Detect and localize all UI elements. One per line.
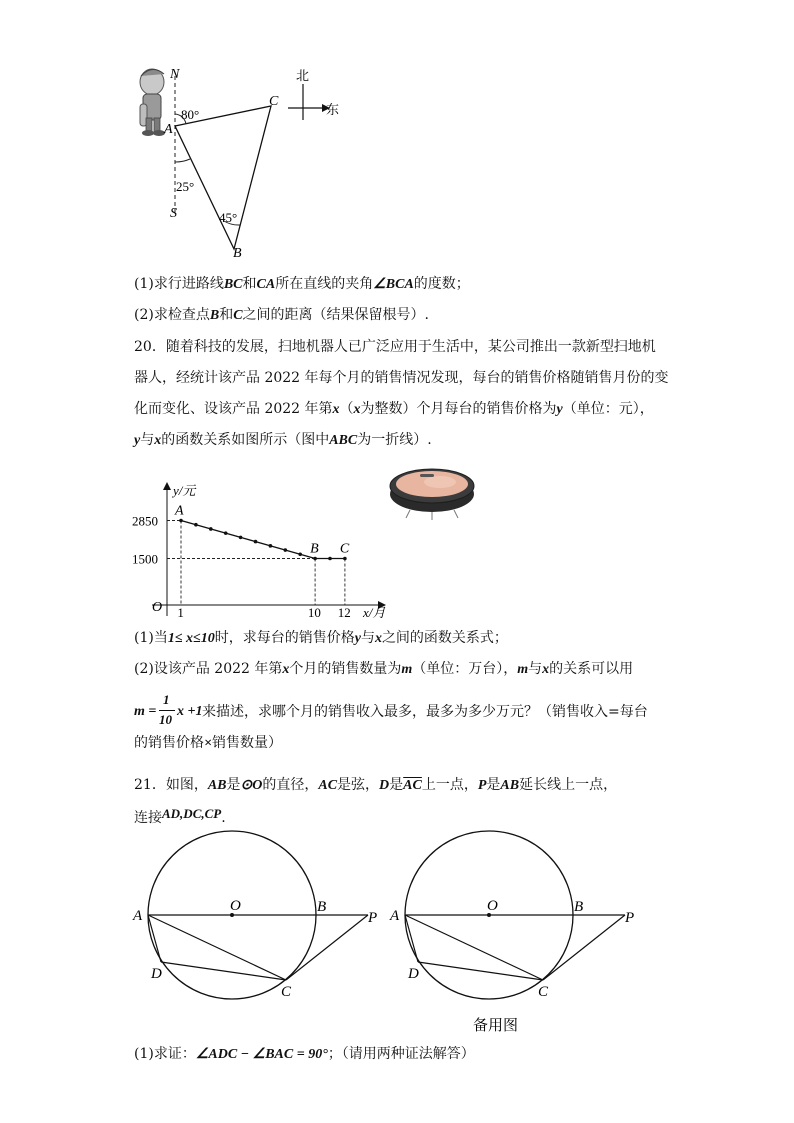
point-label-c: C xyxy=(339,541,350,557)
text: 之间的距离（结果保留根号）. xyxy=(242,307,429,323)
math-ab: AB xyxy=(207,778,227,793)
data-point-month-2 xyxy=(194,523,198,527)
series-segment xyxy=(181,521,315,559)
q20-line4 xyxy=(134,430,432,451)
text: 化而变化、设该产品 2022 年第 xyxy=(134,401,333,417)
label-o: O xyxy=(230,898,241,914)
text: 连接 xyxy=(134,810,162,826)
compass-east: 东 xyxy=(326,102,340,117)
math-ac: AC xyxy=(318,778,338,793)
label-b: B xyxy=(233,246,242,260)
text: 所在直线的夹角 xyxy=(275,276,374,292)
text: (1)求证： xyxy=(134,1046,196,1062)
circle-diagram-backup xyxy=(387,830,647,1035)
math-x: x xyxy=(332,402,340,417)
text: 个月的销售数量为 xyxy=(289,661,402,677)
label-n: N xyxy=(170,67,180,82)
data-point-month-7 xyxy=(269,544,273,548)
text: 上一点， xyxy=(421,777,478,793)
text: 时，求每台的销售价格 xyxy=(214,630,355,646)
text: 是 xyxy=(389,777,404,793)
text: ；（请用两种证法解答） xyxy=(327,1046,475,1062)
y-tick-label: 1500 xyxy=(132,551,158,567)
text: 是 xyxy=(486,777,501,793)
q20-part1 xyxy=(134,628,508,649)
math-angle-equation: ∠ADC − ∠BAC = 90° xyxy=(195,1047,328,1062)
robot-vacuum-image xyxy=(380,452,484,522)
text: 延长线上一点， xyxy=(519,777,618,793)
text: (2)设该产品 2022 年第 xyxy=(134,661,283,677)
label-c: C xyxy=(269,94,279,109)
data-point-month-3 xyxy=(209,527,213,531)
text: 的度数； xyxy=(413,276,470,292)
label-c: C xyxy=(281,984,292,1000)
angle-80: 80° xyxy=(181,107,200,122)
text: 21．如图， xyxy=(134,777,208,793)
text: 与 xyxy=(140,432,155,448)
label-p: P xyxy=(625,910,635,926)
formula-rhs: x +1 xyxy=(177,704,203,719)
q19-part2 xyxy=(134,305,429,326)
data-point-month-12 xyxy=(343,557,347,561)
math-y: y xyxy=(134,433,141,448)
math-m: m xyxy=(517,662,529,677)
y-axis-label: y/元 xyxy=(173,483,196,498)
backup-caption: 备用图 xyxy=(473,1018,519,1034)
q21-line2 xyxy=(134,808,226,828)
label-o: O xyxy=(487,898,498,914)
math-arc-ac: $\overline{AC}$ xyxy=(403,778,422,793)
q21-line1 xyxy=(134,775,617,796)
label-d: D xyxy=(408,966,419,982)
math-m: m xyxy=(401,662,413,677)
data-point-month-10 xyxy=(313,557,317,561)
math-segments: AD,DC,CP xyxy=(162,806,222,821)
q20-line2: 器人，经统计该产品 2022 年每个月的销售情况发现，每台的销售价格随销售月份的变 xyxy=(134,370,669,386)
text: 与 xyxy=(360,630,375,646)
math-bc: BC xyxy=(223,277,243,292)
text: . xyxy=(221,810,226,826)
text: 是弦， xyxy=(337,777,380,793)
child-illustration xyxy=(140,69,165,136)
math-ab: AB xyxy=(500,778,520,793)
text: 为一折线）. xyxy=(357,432,432,448)
label-b: B xyxy=(317,899,327,915)
price-chart xyxy=(128,478,398,620)
math-x: x xyxy=(353,402,361,417)
q20-line1: 20．随着科技的发展，扫地机器人已广泛应用于生活中，某公司推出一款新型扫地机 xyxy=(134,339,656,355)
point-label-b: B xyxy=(310,541,319,557)
origin-label: O xyxy=(152,600,163,615)
compass-icon xyxy=(288,84,330,120)
text: 的直径， xyxy=(262,777,319,793)
formula-numerator: 1 xyxy=(163,692,170,707)
x-axis-label: x/月 xyxy=(363,605,386,620)
label-a: A xyxy=(133,908,143,924)
formula-denominator: 10 xyxy=(159,712,172,727)
text: 销售数量） xyxy=(211,735,282,751)
text: 和 xyxy=(219,307,234,323)
text: （单位：元）， xyxy=(562,401,654,417)
q20-part2-end xyxy=(134,733,282,754)
math-abc: ABC xyxy=(329,433,358,448)
text: 是 xyxy=(226,777,241,793)
x-tick-label: 10 xyxy=(307,605,321,620)
triangle-abc xyxy=(175,106,271,249)
math-b: B xyxy=(209,308,220,323)
text: (1)求行进路线 xyxy=(134,276,224,292)
math-circle-o: ⊙O xyxy=(240,778,263,793)
label-a: A xyxy=(164,122,173,137)
text: 之间的函数关系式； xyxy=(381,630,508,646)
route-diagram xyxy=(128,62,358,260)
q21-part1 xyxy=(134,1044,475,1065)
math-c: C xyxy=(233,308,243,323)
math-x: x xyxy=(374,631,382,646)
label-b: B xyxy=(574,899,584,915)
data-point-month-4 xyxy=(224,531,228,535)
text: 为整数）个月每台的销售价格为 xyxy=(360,401,557,417)
y-axis-arrow xyxy=(163,482,171,490)
text: 来描述，求哪个月的销售收入最多，最多为多少万元？（销售收入=每台 xyxy=(202,704,648,720)
text: (1)当 xyxy=(134,630,168,646)
label-p: P xyxy=(368,910,378,926)
math-x: x xyxy=(282,662,290,677)
text: （单位：万台）， xyxy=(412,661,518,677)
label-s: S xyxy=(170,206,177,221)
math-angle-bca: ∠BCA xyxy=(373,277,414,292)
data-point-month-5 xyxy=(239,536,243,540)
data-point-month-9 xyxy=(298,552,302,556)
label-d: D xyxy=(151,966,162,982)
label-a: A xyxy=(390,908,400,924)
text: 的关系可以用 xyxy=(549,661,634,677)
angle-45: 45° xyxy=(219,210,238,225)
text: (2)求检查点 xyxy=(134,307,210,323)
math-d: D xyxy=(379,778,390,793)
compass-north: 北 xyxy=(296,68,310,83)
data-point-month-1 xyxy=(179,519,183,523)
label-c: C xyxy=(538,984,549,1000)
math-p: P xyxy=(477,778,487,793)
text: 与 xyxy=(528,661,543,677)
x-tick-label: 12 xyxy=(337,605,351,620)
data-point-month-8 xyxy=(284,548,288,552)
text: （ xyxy=(339,401,354,417)
math-y: y xyxy=(556,402,563,417)
formula-lhs: m = xyxy=(134,704,157,719)
data-point-month-6 xyxy=(254,540,258,544)
q20-part2 xyxy=(134,659,633,680)
math-ca: CA xyxy=(256,277,276,292)
data-point-month-11 xyxy=(328,557,332,561)
point-label-a: A xyxy=(175,503,184,519)
math-x: x xyxy=(542,662,550,677)
q19-part1 xyxy=(134,274,470,295)
text: 的函数关系如图所示（图中 xyxy=(161,432,330,448)
math-x: x xyxy=(154,433,162,448)
angle-25: 25° xyxy=(176,179,195,194)
x-tick-label: 1 xyxy=(177,605,184,620)
q20-line3 xyxy=(134,399,654,420)
y-tick-label: 2850 xyxy=(132,513,158,529)
text: 和 xyxy=(242,276,257,292)
math-y: y xyxy=(354,631,361,646)
math-times: × xyxy=(204,736,212,751)
circle-diagram-main xyxy=(130,830,390,1000)
math-range: 1≤ x≤10 xyxy=(167,631,215,646)
text: 的销售价格 xyxy=(134,735,204,751)
